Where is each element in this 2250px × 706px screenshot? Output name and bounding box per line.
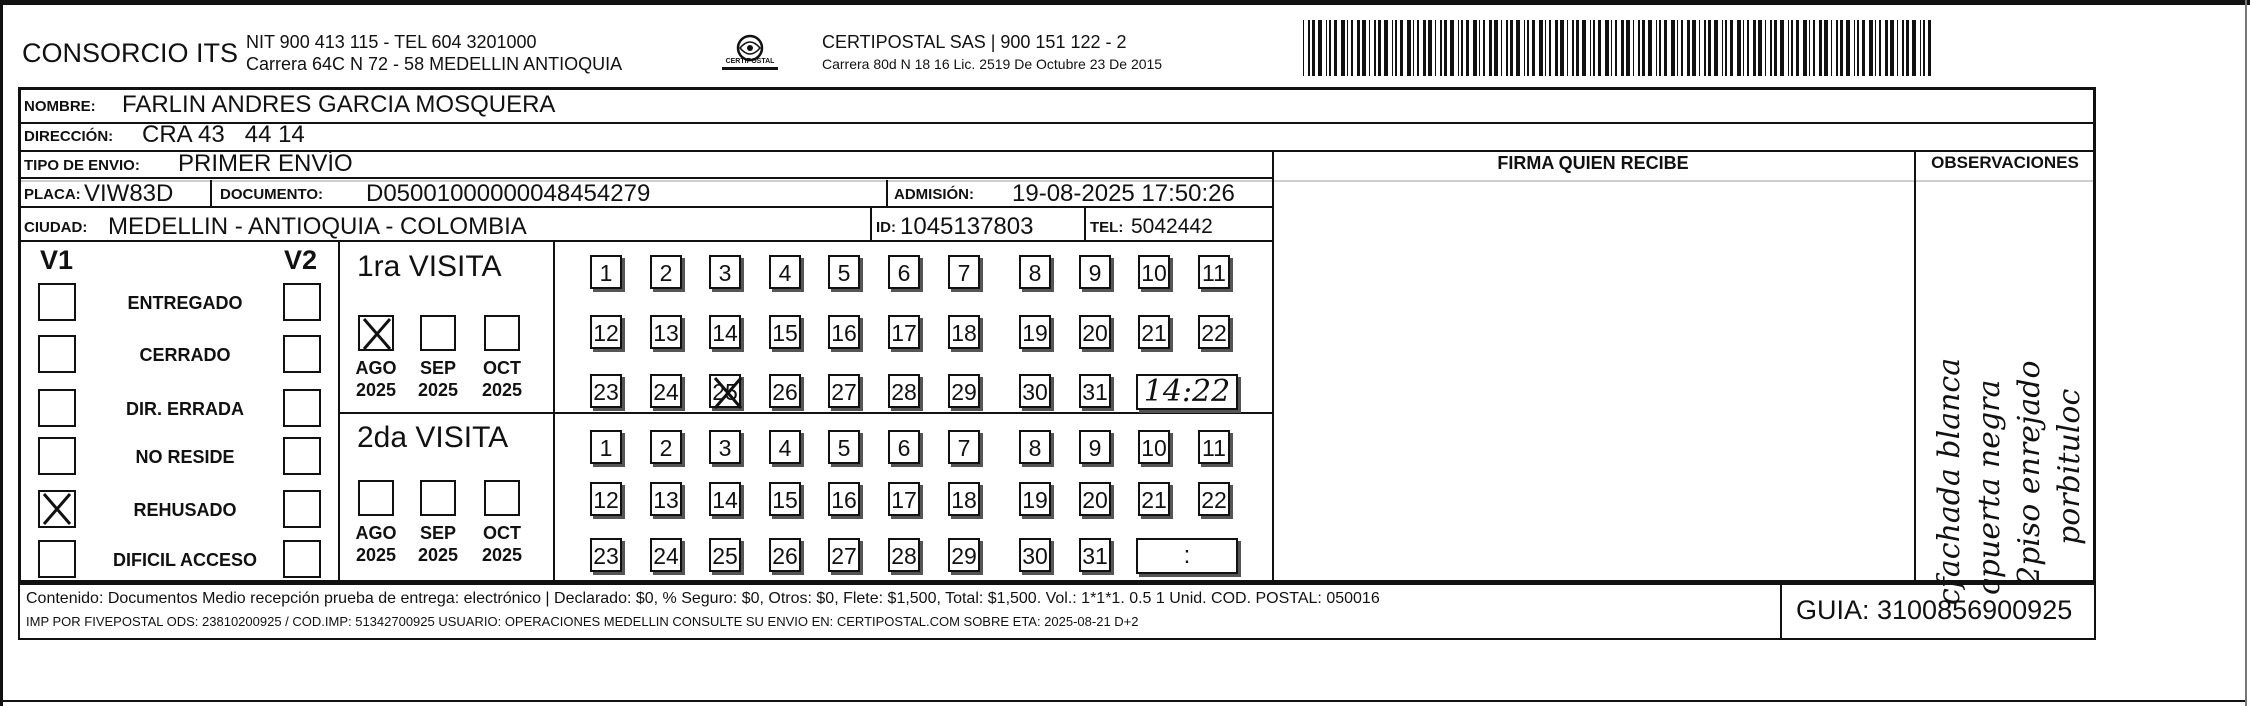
rule [18,583,2096,585]
barcode-bar [1708,20,1711,76]
status-label-1: CERRADO [139,345,231,365]
v1-checkbox-1[interactable] [38,335,76,373]
barcode-bar [1400,20,1403,76]
second-month-label-1 [408,522,468,566]
certipostal-logo [718,32,782,78]
v1-checkbox-3[interactable] [38,437,76,475]
first-day-1[interactable]: 1 [590,255,622,289]
barcode-bar [1326,20,1327,76]
barcode-bar [1479,20,1480,76]
barcode-bar [1621,20,1624,76]
first-day-4[interactable]: 4 [769,255,801,289]
firma-header: FIRMA QUIEN RECIBE [1497,153,1689,173]
first-day-3[interactable]: 3 [709,255,741,289]
barcode-bar [1638,20,1640,76]
second-day-21[interactable]: 21 [1138,482,1170,516]
first-day-6[interactable]: 6 [888,255,920,289]
barcode-bar [1555,20,1558,76]
barcode-bar [1510,20,1513,76]
first-day-30[interactable]: 30 [1019,374,1051,408]
barcode-bar [1506,20,1508,76]
barcode-bar [1920,20,1921,76]
first-month-checkbox-2[interactable] [484,315,520,351]
barcode-bar [1626,20,1630,76]
second-month-checkbox-2[interactable] [484,480,520,516]
first-day-13[interactable]: 13 [650,315,682,349]
barcode-bar [1407,20,1411,76]
first-day-29[interactable]: 29 [948,374,980,408]
first-day-12[interactable]: 12 [590,315,622,349]
barcode-bar [1747,20,1749,76]
barcode-bar [1560,20,1564,76]
barcode-bar [1758,20,1762,76]
barcode-bar [1362,20,1366,76]
logo-icon [718,32,782,78]
second-time-field[interactable]: : [1136,538,1238,574]
rule [18,122,2096,124]
second-day-14[interactable]: 14 [709,482,741,516]
observacion-line-3: 2piso enrejado [2012,360,2047,585]
barcode-bar [1906,20,1909,76]
barcode-bar [1435,20,1436,76]
rule [870,208,872,240]
barcode-bar [1854,20,1855,76]
logo-text: CERTIPOSTAL [725,58,775,65]
second-day-8[interactable]: 8 [1019,430,1051,464]
documento-label: DOCUMENTO: [220,186,324,203]
placa-value: VIW83D [84,180,174,207]
rule [1914,150,1916,583]
barcode-bar [1912,20,1916,76]
first-day-16[interactable]: 16 [828,315,860,349]
second-day-4[interactable]: 4 [769,430,801,464]
first-day-2[interactable]: 2 [650,255,682,289]
barcode-bar [1494,20,1498,76]
barcode-bar [1318,20,1322,76]
first-month-checkbox-1[interactable] [420,315,456,351]
v1-checkbox-5[interactable] [38,540,76,578]
status-label-2: DIR. ERRADA [125,399,244,419]
second-month-label-0 [346,522,406,566]
first-day-18[interactable]: 18 [948,315,980,349]
direccion-label: DIRECCIÓN: [24,128,114,145]
month-name: SEP [419,523,457,543]
barcode-bar [1440,20,1442,76]
barcode-bar [1928,20,1931,76]
second-day-15[interactable]: 15 [769,482,801,516]
second-day-10[interactable]: 10 [1138,430,1170,464]
rule [1780,583,1782,640]
right-border [2245,0,2247,706]
month-name: OCT [483,358,521,378]
barcode-bar [1524,20,1525,76]
barcode-bar [1796,20,1799,76]
second-day-13[interactable]: 13 [650,482,682,516]
second-day-5[interactable]: 5 [828,430,860,464]
company-address: Carrera 64C N 72 - 58 MEDELLIN ANTIOQUIA [246,54,623,74]
tel-value: 5042442 [1131,215,1213,238]
observacion-line-2: cpuerta negra [1972,379,2007,595]
tel-label: TEL: [1090,219,1124,236]
barcode-bar [1593,20,1595,76]
barcode-bar [1572,20,1574,76]
admision-value: 19-08-2025 17:50:26 [1012,180,1235,207]
ciudad-value: MEDELLIN - ANTIOQUIA - COLOMBIA [108,213,527,240]
first-day-21[interactable]: 21 [1138,315,1170,349]
second-month-checkbox-0[interactable] [358,480,394,516]
barcode-bar [1458,20,1459,76]
barcode-bar [1428,20,1432,76]
barcode-bar [1501,20,1502,76]
id-value: 1045137803 [900,213,1034,240]
company-name: CONSORCIO ITS [22,38,239,68]
first-visit-title: 1ra VISITA [357,250,502,283]
barcode-bar [1413,20,1414,76]
status-label-4: REHUSADO [133,500,237,520]
first-month-label-0 [346,357,406,401]
barcode-bar [1714,20,1718,76]
second-day-30[interactable]: 30 [1019,538,1051,572]
barcode-bar [1770,20,1772,76]
barcode-bar [1656,20,1657,76]
first-day-14[interactable]: 14 [709,315,741,349]
month-year: 2025 [417,380,459,400]
rule [210,180,212,206]
barcode-bar [1357,20,1360,76]
month-name: AGO [355,523,397,543]
barcode-bar [1378,20,1381,76]
month-year: 2025 [481,380,523,400]
v2-checkbox-0[interactable] [283,283,321,321]
barcode-bar [1780,20,1784,76]
month-name: OCT [483,523,521,543]
first-day-27[interactable]: 27 [828,374,860,408]
top-border [0,0,2250,5]
firma-area[interactable] [1274,180,1912,583]
barcode-bar [1774,20,1777,76]
barcode-bar [1633,20,1634,76]
second-day-24[interactable]: 24 [650,538,682,572]
second-day-2[interactable]: 2 [650,430,682,464]
barcode-bar [1329,20,1331,76]
barcode-bar [1532,20,1535,76]
barcode-bar [1303,20,1304,76]
barcode-bar [1659,20,1661,76]
second-day-28[interactable]: 28 [888,538,920,572]
documento-value: D05001000000048454279 [366,180,651,207]
first-day-15[interactable]: 15 [769,315,801,349]
first-time-field[interactable]: 14:22 [1136,374,1238,410]
v1-checkbox-2[interactable] [38,389,76,427]
month-year: 2025 [355,380,397,400]
second-day-3[interactable]: 3 [709,430,741,464]
tipo-envio-label: TIPO DE ENVIO: [24,157,140,174]
first-day-11[interactable]: 11 [1198,255,1230,289]
barcode-bar [1417,20,1419,76]
observaciones-header: OBSERVACIONES [1931,153,2079,172]
second-day-7[interactable]: 7 [948,430,980,464]
barcode-bar [1598,20,1601,76]
first-day-26[interactable]: 26 [769,374,801,408]
barcode-bar [1392,20,1393,76]
first-day-19[interactable]: 19 [1019,315,1051,349]
observaciones-handwriting [1925,335,2125,605]
barcode-bar [1545,20,1546,76]
first-day-22[interactable]: 22 [1198,315,1230,349]
barcode-bar [1765,20,1766,76]
barcode-bar [1730,20,1733,76]
barcode-bar [1902,20,1904,76]
barcode-bar [1885,20,1888,76]
barcode-bar [1791,20,1793,76]
second-month-label-2 [472,522,532,566]
barcode-bar [1423,20,1426,76]
second-visit-title: 2da VISITA [357,421,509,454]
barcode-bar [1803,20,1807,76]
first-day-10[interactable]: 10 [1138,255,1170,289]
barcode-bar [1664,20,1667,76]
barcode-bar [1824,20,1828,76]
second-day-12[interactable]: 12 [590,482,622,516]
barcode-bar [1334,20,1337,76]
v1-label: V1 [40,245,74,275]
barcode-bar [1483,20,1485,76]
footer-guia: GUIA: 3100856900925 [1796,595,2073,625]
barcode-bar [1897,20,1898,76]
first-day-9[interactable]: 9 [1079,255,1111,289]
second-day-16[interactable]: 16 [828,482,860,516]
status-label-5: DIFICIL ACCESO [112,550,257,570]
left-border [0,0,3,706]
v2-label: V2 [284,245,318,275]
second-day-17[interactable]: 17 [888,482,920,516]
v2-checkbox-1[interactable] [283,335,321,373]
second-day-26[interactable]: 26 [769,538,801,572]
barcode-bar [1351,20,1353,76]
barcode-bar [1725,20,1727,76]
barcode-bar [1722,20,1723,76]
second-day-20[interactable]: 20 [1079,482,1111,516]
barcode-bar [1788,20,1789,76]
id-label: ID: [876,219,896,236]
barcode [1303,20,1935,76]
barcode-bar [1813,20,1815,76]
barcode-bar [1699,20,1700,76]
barcode-bar [1527,20,1529,76]
barcode-bar [1681,20,1683,76]
barcode-bar [1809,20,1810,76]
barcode-bar [1473,20,1477,76]
second-day-29[interactable]: 29 [948,538,980,572]
barcode-bar [1890,20,1894,76]
v1-checkbox-0[interactable] [38,283,76,321]
month-name: AGO [355,358,397,378]
barcode-bar [1704,20,1706,76]
status-label-3: NO RESIDE [135,447,235,467]
barcode-bar [1869,20,1873,76]
barcode-bar [1611,20,1612,76]
second-day-1[interactable]: 1 [590,430,622,464]
second-day-9[interactable]: 9 [1079,430,1111,464]
first-day-25[interactable] [709,374,741,408]
barcode-bar [1840,20,1843,76]
barcode-bar [1831,20,1832,76]
barcode-bar [1875,20,1876,76]
barcode-bar [1923,20,1925,76]
first-day-31[interactable]: 31 [1079,374,1111,408]
v2-checkbox-5[interactable] [283,540,321,578]
barcode-bar [1582,20,1586,76]
ciudad-label: CIUDAD: [24,219,88,236]
bottom-border [0,700,2245,702]
barcode-bar [1687,20,1690,76]
barcode-bar [1444,20,1447,76]
barcode-bar [1466,20,1469,76]
barcode-bar [1879,20,1881,76]
day-number: 25 [712,379,738,405]
v2-checkbox-3[interactable] [283,437,321,475]
barcode-bar [1567,20,1568,76]
rule [18,583,20,640]
first-day-28[interactable]: 28 [888,374,920,408]
first-day-5[interactable]: 5 [828,255,860,289]
rule [1272,206,1274,583]
barcode-bar [1642,20,1645,76]
barcode-bar [1384,20,1388,76]
direccion-value: CRA 43 44 14 [142,121,305,148]
nombre-label: NOMBRE: [24,98,96,115]
admision-label: ADMISIÓN: [894,186,974,203]
barcode-bar [1341,20,1345,76]
first-day-17[interactable]: 17 [888,315,920,349]
rule [1084,208,1086,240]
barcode-bar [1395,20,1397,76]
first-day-24[interactable]: 24 [650,374,682,408]
barcode-bar [1312,20,1315,76]
month-year: 2025 [355,545,397,565]
footer-print-line: IMP POR FIVEPOSTAL ODS: 23810200925 / COD.IMP: 51342700925 USUARIO: OPERACIONES MEDELLIN CONSULTE SU ENVIO EN: CERTIPOSTAL.COM SOBRE ETA: 2025-08-21 D+2 [26,614,1139,629]
barcode-bar [1615,20,1617,76]
first-day-23[interactable]: 23 [590,374,622,408]
nombre-value: FARLIN ANDRES GARCIA MOSQUERA [122,91,556,118]
first-day-20[interactable]: 20 [1079,315,1111,349]
barcode-bar [1369,20,1370,76]
barcode-bar [1590,20,1591,76]
barcode-bar [1374,20,1376,76]
first-month-label-1 [408,357,468,401]
barcode-bar [1836,20,1838,76]
barcode-bar [1539,20,1543,76]
barcode-bar [1516,20,1520,76]
first-day-7[interactable]: 7 [948,255,980,289]
courier-address: Carrera 80d N 18 16 Lic. 2519 De Octubre 23 De 2015 [822,56,1163,72]
placa-label: PLACA: [24,186,81,203]
second-month-checkbox-1[interactable] [420,480,456,516]
observacion-line-1: cfachada blanca [1932,357,1967,605]
month-name: SEP [419,358,457,378]
barcode-bar [1819,20,1822,76]
barcode-bar [1576,20,1579,76]
company-nit-tel: NIT 900 413 115 - TEL 604 3201000 [246,32,537,52]
second-day-27[interactable]: 27 [828,538,860,572]
barcode-bar [1461,20,1463,76]
barcode-bar [1347,20,1348,76]
month-year: 2025 [481,545,523,565]
barcode-bar [1857,20,1859,76]
barcode-bar [1489,20,1492,76]
first-month-checkbox-0[interactable] [358,315,394,351]
barcode-bar [1743,20,1744,76]
second-day-11[interactable]: 11 [1198,430,1230,464]
second-day-25[interactable]: 25 [709,538,741,572]
footer-content-line: Contenido: Documentos Medio recepción prueba de entrega: electrónico | Declarado: $0, % Seguro: $0, Otros: $0, Flete: $1,500, Total: $1,500. Vol.: 1*1*1. 0.5 1 Unid. COD. POSTAL: 050016 [26,590,1380,607]
barcode-bar [1450,20,1454,76]
second-day-22[interactable]: 22 [1198,482,1230,516]
barcode-bar [1692,20,1696,76]
second-day-19[interactable]: 19 [1019,482,1051,516]
barcode-bar [1846,20,1850,76]
barcode-bar [1862,20,1865,76]
v2-checkbox-4[interactable] [283,490,321,528]
rule [18,638,2096,640]
barcode-bar [1549,20,1551,76]
status-label-0: ENTREGADO [127,293,243,313]
barcode-bar [1753,20,1756,76]
first-day-8[interactable]: 8 [1019,255,1051,289]
rule [338,412,1272,414]
second-day-6[interactable]: 6 [888,430,920,464]
v2-checkbox-2[interactable] [283,389,321,427]
rule [886,180,888,206]
courier-name: CERTIPOSTAL SAS | 900 151 122 - 2 [822,32,1127,52]
second-day-23[interactable]: 23 [590,538,622,572]
observacion-line-4: porbituloc [2052,388,2087,545]
second-day-18[interactable]: 18 [948,482,980,516]
barcode-bar [1737,20,1741,76]
barcode-bar [1605,20,1609,76]
tipo-envio-value: PRIMER ENVÍO [178,150,353,177]
second-day-31[interactable]: 31 [1079,538,1111,572]
first-month-label-2 [472,357,532,401]
barcode-bar [1677,20,1678,76]
v1-checkbox-4[interactable] [38,490,76,528]
barcode-bar [1308,20,1310,76]
barcode-bar [1648,20,1652,76]
month-year: 2025 [417,545,459,565]
barcode-bar [1671,20,1675,76]
